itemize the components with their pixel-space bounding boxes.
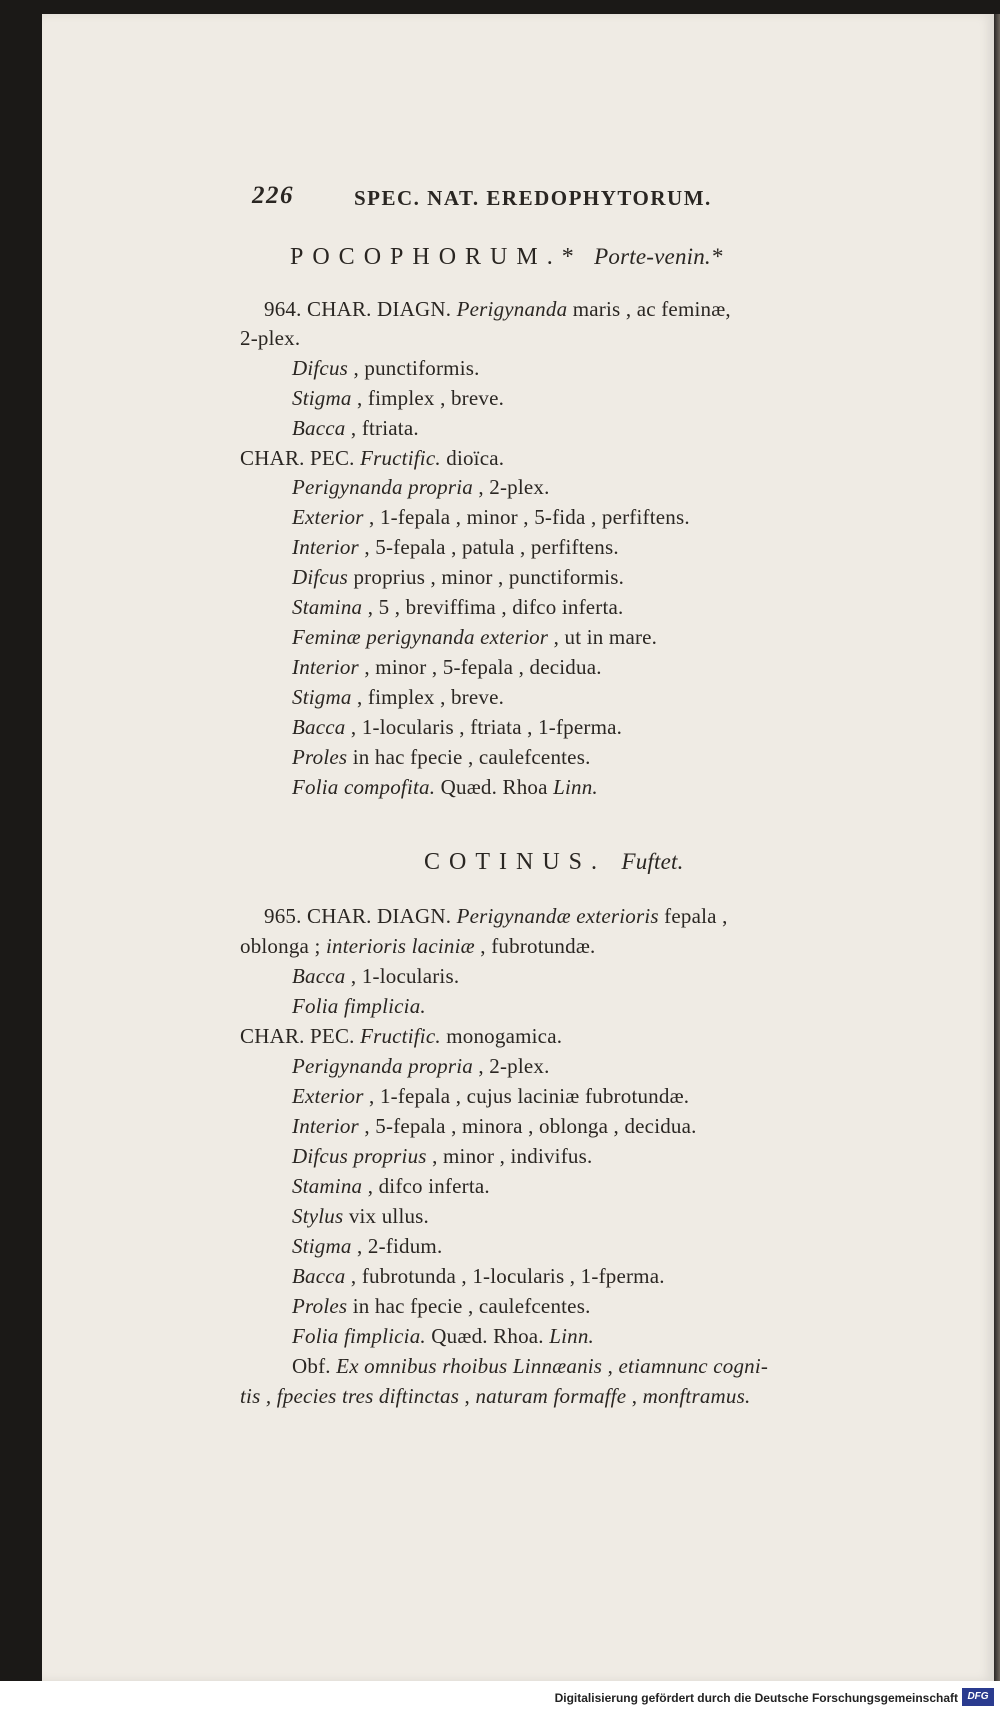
text-run: CHAR. PEC.: [240, 1024, 355, 1048]
text-run: , ut in mare.: [548, 625, 658, 649]
text-line: [292, 505, 690, 530]
footer-credit: Digitalisierung gefördert durch die Deutsche Forschungsgemeinschaft: [554, 1691, 958, 1705]
text-line: [292, 1204, 429, 1229]
text-line: [292, 715, 622, 740]
text-run: Perigynanda propria: [292, 1054, 473, 1078]
text-run: Perigynandæ exterioris: [456, 904, 659, 928]
text-run: interioris laciniæ: [326, 934, 475, 958]
text-run: Difcus: [292, 356, 349, 380]
text-run: Stigma: [292, 386, 352, 410]
text-line: [292, 994, 426, 1019]
section-french-name: Porte-venin.*: [594, 244, 723, 269]
text-run: , 5 , breviffima , difco inferta.: [362, 595, 624, 619]
text-run: Proles: [292, 745, 348, 769]
text-run: Feminæ perigynanda exterior: [292, 625, 549, 649]
text-line: [240, 446, 504, 471]
section-title: COTINUS.: [424, 849, 607, 875]
text-run: CHAR. PEC.: [240, 446, 355, 470]
text-run: Bacca: [292, 1264, 346, 1288]
text-run: , 2-plex.: [472, 475, 550, 499]
text-run: ,: [459, 1384, 476, 1408]
text-run: Linn.: [549, 1324, 594, 1348]
section-heading-pocophorum: [290, 244, 723, 271]
text-run: in hac fpecie , caulefcentes.: [347, 1294, 591, 1318]
text-line: [292, 1144, 592, 1169]
text-run: Quæd. Rhoa: [435, 775, 554, 799]
text-run: Stamina: [292, 595, 363, 619]
text-line: [292, 416, 419, 441]
text-line: [292, 1264, 665, 1289]
text-run: Bacca: [292, 416, 346, 440]
text-line: [292, 1054, 550, 1079]
text-run: ,: [626, 1384, 643, 1408]
text-run: Perigynanda propria: [292, 475, 473, 499]
text-line: [292, 356, 480, 381]
text-run: , 1-fepala , minor , 5-fida , perfiftens.: [363, 505, 690, 529]
text-line: [240, 326, 300, 351]
text-line: [292, 386, 504, 411]
text-run: CHAR. DIAGN.: [307, 297, 452, 321]
text-line: [292, 964, 459, 989]
text-run: , fubrotunda , 1-locularis , 1-fperma.: [345, 1264, 665, 1288]
text-run: in hac fpecie , caulefcentes.: [347, 745, 591, 769]
text-run: , fimplex , breve.: [351, 685, 505, 709]
text-line: [292, 595, 624, 620]
text-run: , fubrotundæ.: [474, 934, 596, 958]
text-run: fepala ,: [658, 904, 728, 928]
text-run: 964.: [264, 297, 307, 321]
text-line: [264, 904, 728, 929]
text-run: Interior: [292, 1114, 359, 1138]
text-line: [292, 685, 504, 710]
text-run: , 1-fepala , cujus laciniæ fubrotundæ.: [363, 1084, 690, 1108]
text-run: Folia compofita.: [292, 775, 436, 799]
text-line: [292, 535, 619, 560]
digitization-footer: [0, 1681, 1000, 1713]
text-run: Quæd. Rhoa.: [425, 1324, 550, 1348]
text-run: Stamina: [292, 1174, 363, 1198]
text-run: ,: [602, 1354, 619, 1378]
text-run: maris , ac feminæ,: [567, 297, 731, 321]
text-run: vix ullus.: [343, 1204, 430, 1228]
text-line: [292, 1174, 490, 1199]
text-line: [240, 1024, 562, 1049]
text-run: Stigma: [292, 1234, 352, 1258]
text-run: , 5-fepala , minora , oblonga , decidua.: [358, 1114, 697, 1138]
text-run: Folia fimplicia.: [292, 994, 426, 1018]
text-run: Stylus: [292, 1204, 344, 1228]
text-run: , ftriata.: [345, 416, 419, 440]
text-line: [292, 1084, 689, 1109]
text-run: Interior: [292, 535, 359, 559]
text-run: , 2-fidum.: [351, 1234, 443, 1258]
text-run: Difcus proprius: [292, 1144, 427, 1168]
section-french-name: Fuftet.: [621, 849, 684, 874]
text-run: tis , fpecies tres diftinctas: [240, 1384, 460, 1408]
text-run: , 1-locularis.: [345, 964, 460, 988]
text-run: Bacca: [292, 964, 346, 988]
text-run: Stigma: [292, 685, 352, 709]
text-line: [292, 475, 550, 500]
text-run: 2-plex.: [240, 326, 301, 350]
text-run: Proles: [292, 1294, 348, 1318]
text-run: etiamnunc cogni-: [618, 1354, 769, 1378]
text-run: CHAR. DIAGN.: [307, 904, 452, 928]
text-run: 965.: [264, 904, 307, 928]
text-run: , fimplex , breve.: [351, 386, 505, 410]
text-run: Fructific.: [360, 446, 441, 470]
text-line: [240, 1384, 750, 1409]
dfg-logo: DFG: [962, 1688, 994, 1706]
text-run: , 1-locularis , ftriata , 1-fperma.: [345, 715, 623, 739]
text-run: Fructific.: [360, 1024, 441, 1048]
section-heading-cotinus: [424, 849, 684, 876]
text-run: Folia fimplicia.: [292, 1324, 426, 1348]
text-run: oblonga ;: [240, 934, 326, 958]
page-number: 226: [252, 182, 294, 209]
text-run: monftramus.: [642, 1384, 751, 1408]
text-line: [292, 1114, 697, 1139]
text-line: [292, 1324, 594, 1349]
text-run: monogamica.: [440, 1024, 563, 1048]
text-run: Difcus: [292, 565, 349, 589]
book-page: [42, 14, 994, 1681]
text-run: , minor , indivifus.: [426, 1144, 593, 1168]
text-line: [264, 297, 731, 322]
text-run: proprius , minor , punctiformis.: [348, 565, 625, 589]
text-line: [292, 625, 657, 650]
text-run: Bacca: [292, 715, 346, 739]
text-run: , 2-plex.: [472, 1054, 550, 1078]
text-run: Linn.: [553, 775, 598, 799]
text-line: [292, 1354, 768, 1379]
text-run: , 5-fepala , patula , perfiftens.: [358, 535, 619, 559]
text-run: naturam formaffe: [475, 1384, 627, 1408]
text-line: [292, 1234, 442, 1259]
text-run: , difco inferta.: [362, 1174, 490, 1198]
text-line: [292, 1294, 591, 1319]
text-run: Exterior: [292, 1084, 364, 1108]
text-run: , minor , 5-fepala , decidua.: [358, 655, 602, 679]
text-line: [292, 655, 602, 680]
text-line: [292, 745, 591, 770]
text-run: Obf.: [292, 1354, 337, 1378]
text-run: Exterior: [292, 505, 364, 529]
text-run: dioïca.: [440, 446, 505, 470]
text-run: Interior: [292, 655, 359, 679]
text-line: [292, 565, 624, 590]
running-title: SPEC. NAT. EREDOPHYTORUM.: [354, 186, 712, 210]
page-edge: [994, 14, 1000, 1681]
text-line: [240, 934, 596, 959]
text-run: Ex omnibus rhoibus Linnæanis: [336, 1354, 603, 1378]
text-line: [292, 775, 598, 800]
text-run: , punctiformis.: [348, 356, 480, 380]
text-run: Perigynanda: [456, 297, 568, 321]
section-title: POCOPHORUM.*: [290, 244, 583, 270]
